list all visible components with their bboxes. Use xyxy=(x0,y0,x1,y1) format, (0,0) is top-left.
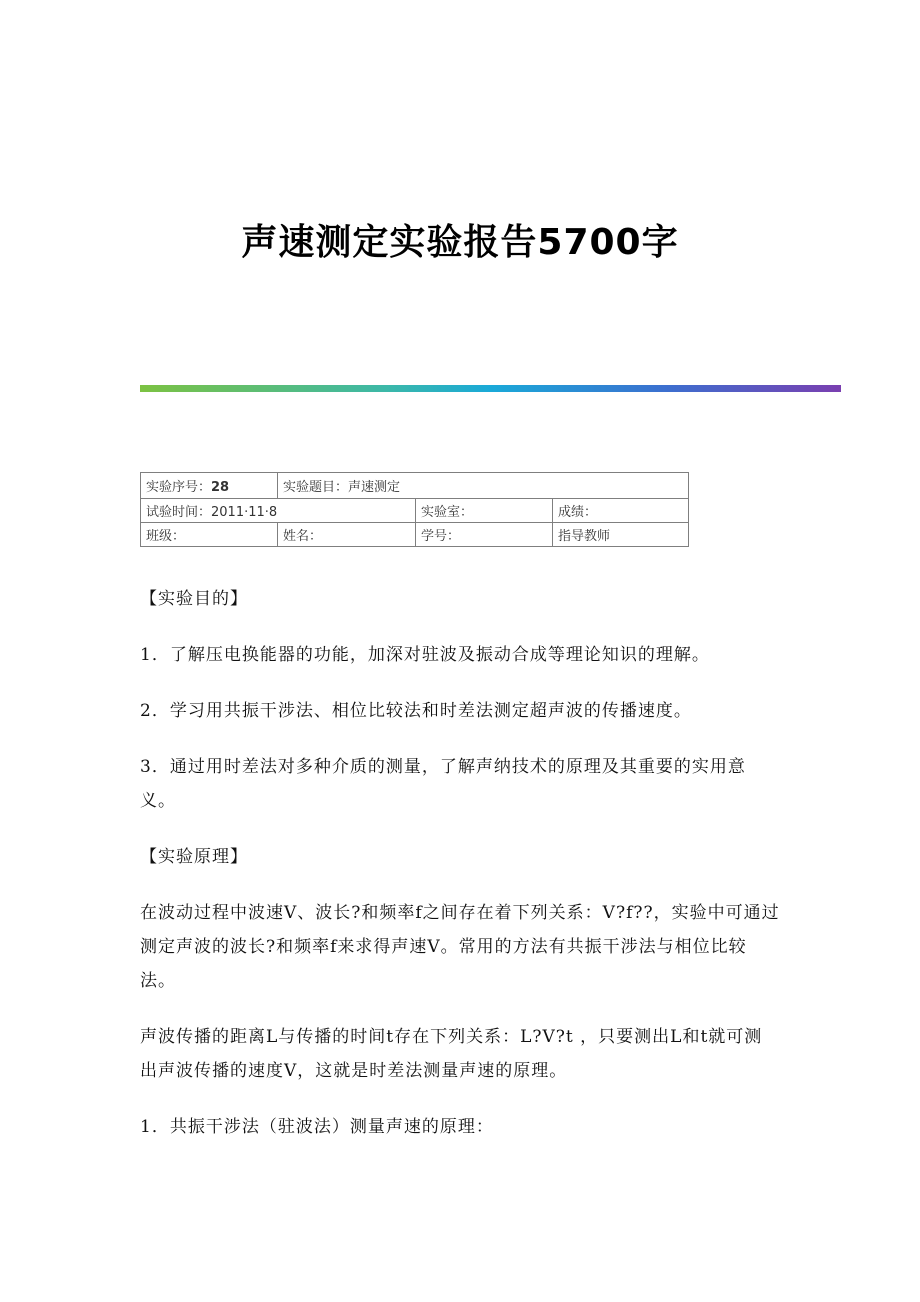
purpose-item: 2．学习用共振干涉法、相位比较法和时差法测定超声波的传播速度。 xyxy=(140,701,692,721)
time-cell: 试验时间：2011·11·8 xyxy=(141,499,416,523)
serial-cell xyxy=(141,473,278,499)
decorative-gradient-rule xyxy=(140,385,841,392)
purpose-item: 1．了解压电换能器的功能，加深对驻波及振动合成等理论知识的理解。 xyxy=(140,645,710,665)
info-row-3 xyxy=(141,523,689,547)
teacher-cell: 指导教师 xyxy=(553,523,689,547)
student-id-cell: 学号： xyxy=(416,523,553,547)
serial-label: 实验序号： xyxy=(146,480,212,495)
class-cell: 班级： xyxy=(141,523,278,547)
experiment-info-table xyxy=(140,472,689,547)
topic-cell: 实验题目：声速测定 xyxy=(278,473,689,499)
document-title: 声速测定实验报告5700字 xyxy=(241,222,679,263)
name-cell: 姓名： xyxy=(278,523,416,547)
purpose-item: 3．通过用时差法对多种介质的测量，了解声纳技术的原理及其重要的实用意义。 xyxy=(140,757,746,811)
info-row-1 xyxy=(141,473,689,499)
document-body xyxy=(140,582,780,1166)
purpose-heading: 【实验目的】 xyxy=(140,589,248,609)
lab-cell: 实验室： xyxy=(416,499,553,523)
info-row-2 xyxy=(141,499,689,523)
serial-value: 28 xyxy=(211,480,230,495)
principle-heading: 【实验原理】 xyxy=(140,847,248,867)
subsection-heading: 1．共振干涉法（驻波法）测量声速的原理： xyxy=(140,1117,494,1137)
principle-paragraph: 声波传播的距离L与传播的时间t存在下列关系：L?V?t ，只要测出L和t就可测出声波传播的速度V，这就是时差法测量声速的原理。 xyxy=(140,1027,763,1081)
principle-paragraph: 在波动过程中波速V、波长?和频率f之间存在着下列关系：V?f??，实验中可通过测定声波的波长?和频率f来求得声速V。常用的方法有共振干涉法与相位比较法。 xyxy=(140,903,780,991)
grade-cell: 成绩： xyxy=(553,499,689,523)
